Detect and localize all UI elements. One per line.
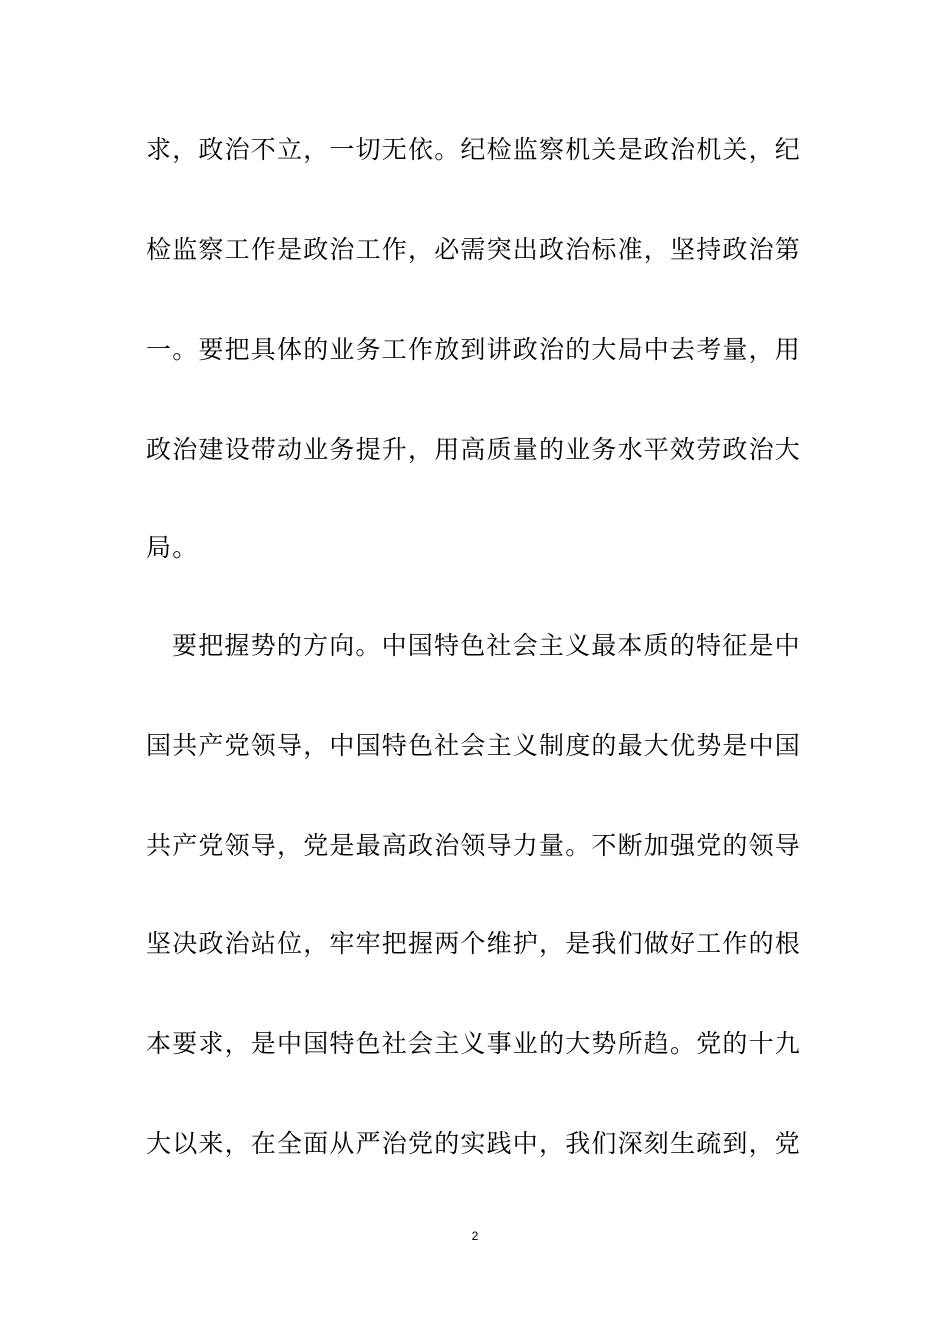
text-line: 要把握势的方向。中国特色社会主义最本质的特征是中 bbox=[172, 631, 801, 660]
text-line: 局。 bbox=[146, 533, 199, 562]
text-line: 政治建设带动业务提升，用高质量的业务水平效劳政治大 bbox=[146, 435, 802, 464]
text-line: 坚决政治站位，牢牢把握两个维护，是我们做好工作的根 bbox=[146, 929, 802, 958]
page-number: 2 bbox=[471, 1229, 479, 1243]
text-line: 共产党领导，党是最高政治领导力量。不断加强党的领导 bbox=[146, 831, 802, 860]
text-line: 本要求，是中国特色社会主义事业的大势所趋。党的十九 bbox=[146, 1029, 802, 1058]
text-line: 一。要把具体的业务工作放到讲政治的大局中去考量，用 bbox=[146, 335, 802, 364]
text-line: 求，政治不立，一切无依。纪检监察机关是政治机关，纪 bbox=[146, 135, 802, 164]
text-line: 大以来，在全面从严治党的实践中，我们深刻生疏到，党 bbox=[146, 1129, 802, 1158]
text-line: 检监察工作是政治工作，必需突出政治标准，坚持政治第 bbox=[146, 235, 802, 264]
text-line: 国共产党领导，中国特色社会主义制度的最大优势是中国 bbox=[146, 731, 802, 760]
